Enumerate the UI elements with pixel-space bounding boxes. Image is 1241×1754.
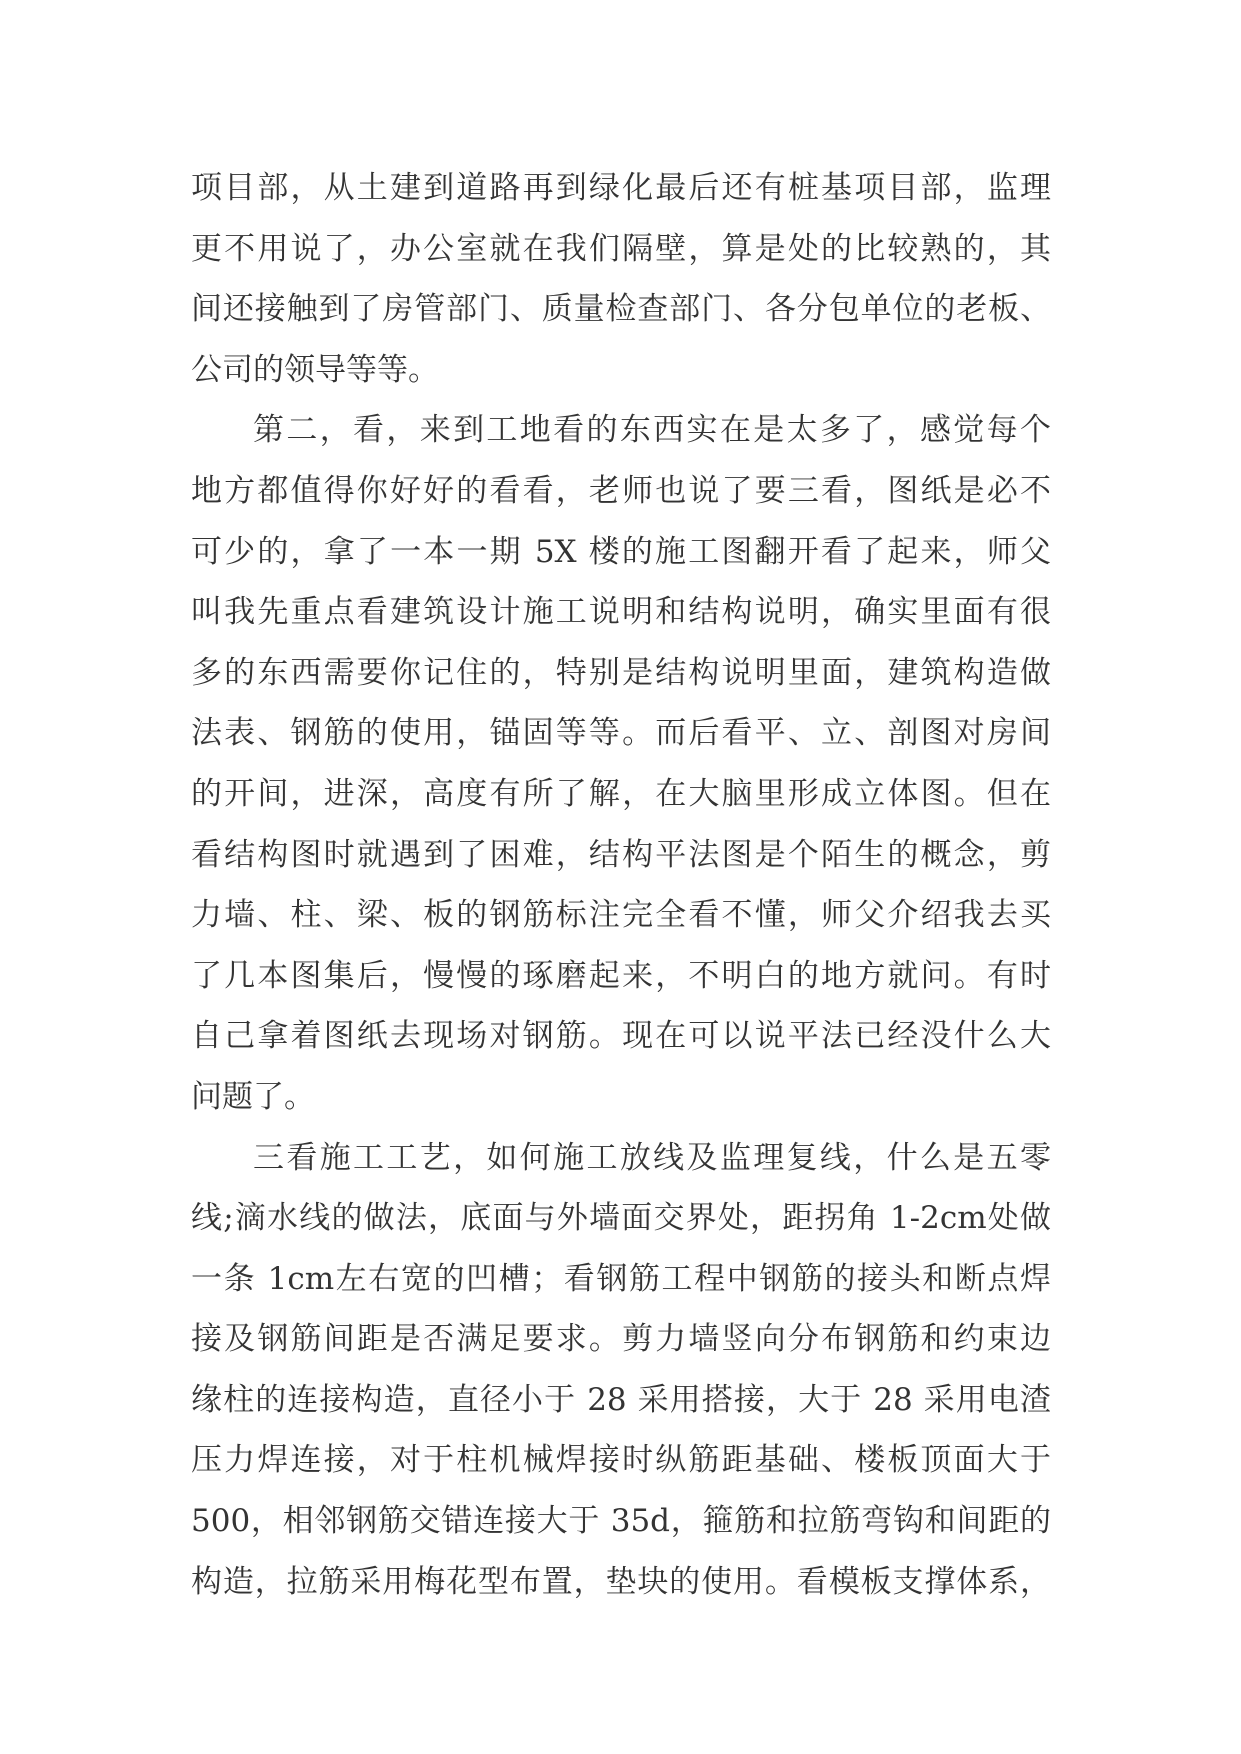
paragraph-line: 地方都值得你好好的看看，老师也说了要三看，图纸是必不 — [191, 472, 1051, 509]
paragraph-line: 500，相邻钢筋交错连接大于 35d，箍筋和拉筋弯钩和间距的 — [191, 1503, 1051, 1540]
paragraph-line: 了几本图集后，慢慢的琢磨起来，不明白的地方就问。有时 — [191, 957, 1051, 994]
paragraph-line: 法表、钢筋的使用，锚固等等。而后看平、立、剖图对房间 — [191, 715, 1051, 752]
paragraph-line: 自己拿着图纸去现场对钢筋。现在可以说平法已经没什么大 — [191, 1018, 1051, 1055]
paragraph-line: 可少的，拿了一本一期 5X 楼的施工图翻开看了起来，师父 — [191, 533, 1051, 570]
paragraph-line: 一条 1cm左右宽的凹槽；看钢筋工程中钢筋的接头和断点焊 — [191, 1260, 1051, 1297]
paragraph-line: 力墙、柱、梁、板的钢筋标注完全看不懂，师父介绍我去买 — [191, 897, 1051, 934]
paragraph-line: 三看施工工艺，如何施工放线及监理复线，什么是五零 — [253, 1139, 1051, 1176]
paragraph-line: 第二，看，来到工地看的东西实在是太多了，感觉每个 — [253, 412, 1051, 449]
paragraph-line: 多的东西需要你记住的，特别是结构说明里面，建筑构造做 — [191, 654, 1051, 691]
paragraph-line: 构造，拉筋采用梅花型布置，垫块的使用。看模板支撑体系， — [191, 1563, 1051, 1600]
paragraph-line: 间还接触到了房管部门、质量检查部门、各分包单位的老板、 — [191, 291, 1051, 328]
paragraph-line: 问题了。 — [191, 1078, 315, 1115]
paragraph-line: 更不用说了，办公室就在我们隔壁，算是处的比较熟的，其 — [191, 230, 1051, 267]
paragraph-line: 接及钢筋间距是否满足要求。剪力墙竖向分布钢筋和约束边 — [191, 1321, 1051, 1358]
paragraph-line: 公司的领导等等。 — [191, 351, 439, 388]
paragraph-line: 压力焊连接，对于柱机械焊接时纵筋距基础、楼板顶面大于 — [191, 1442, 1051, 1479]
paragraph-line: 线;滴水线的做法，底面与外墙面交界处，距拐角 1-2cm处做 — [191, 1200, 1051, 1237]
paragraph-line: 缘柱的连接构造，直径小于 28 采用搭接，大于 28 采用电渣 — [191, 1381, 1051, 1418]
paragraph-line: 的开间，进深，高度有所了解，在大脑里形成立体图。但在 — [191, 775, 1051, 812]
body-text — [191, 158, 1051, 1612]
paragraph-line: 叫我先重点看建筑设计施工说明和结构说明，确实里面有很 — [191, 594, 1051, 631]
paragraph-line: 看结构图时就遇到了困难，结构平法图是个陌生的概念，剪 — [191, 836, 1051, 873]
paragraph-line: 项目部，从土建到道路再到绿化最后还有桩基项目部，监理 — [191, 170, 1051, 206]
